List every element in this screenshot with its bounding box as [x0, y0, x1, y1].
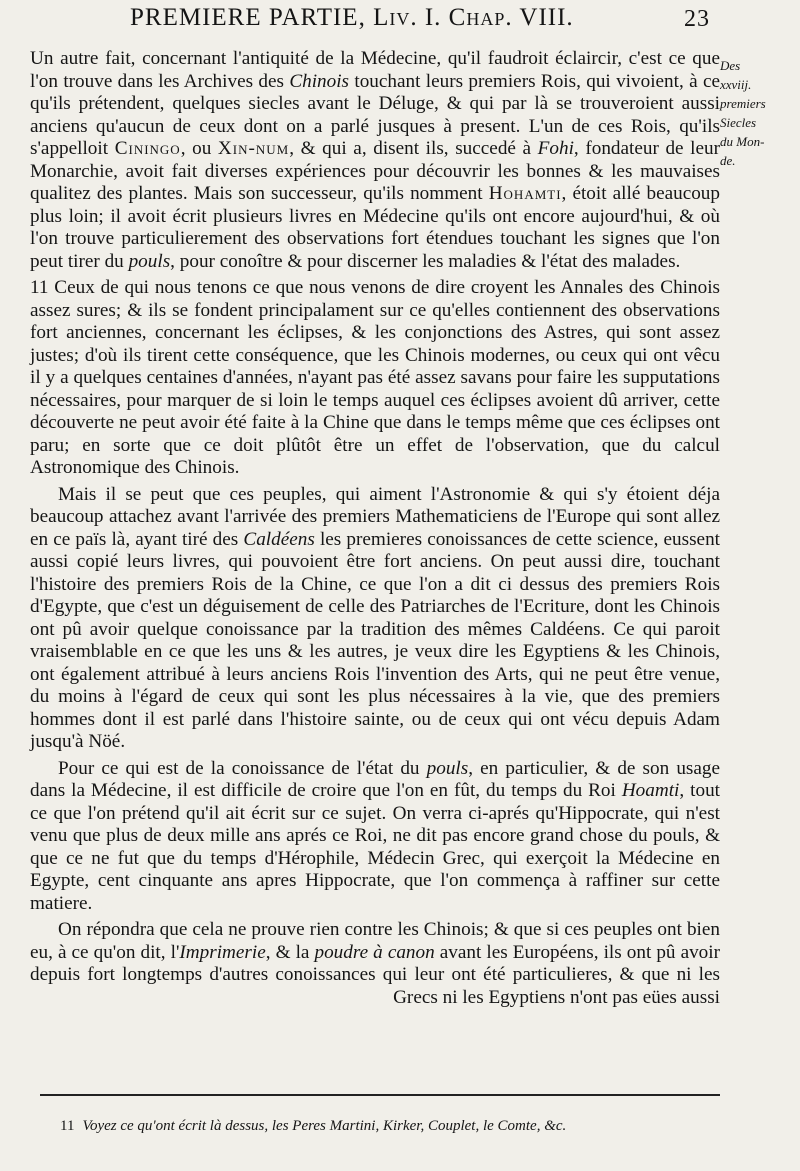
running-header	[130, 4, 730, 38]
footnote-text: Voyez ce qu'ont écrit là dessus, les Peres Martini, Kirker, Couplet, le Comte, &c.	[82, 1118, 567, 1134]
footnote-divider	[40, 1094, 720, 1096]
marginal-note: Siecles	[720, 115, 757, 130]
paragraph-5: On répondra que cela ne prouve rien contre les Chinois; & que si ces peuples ont bien eu, à ce qu'on dit, l'Imprimerie, & la poudre à canon avant les Européens, ils ont pû avoir depuis fort longtemps d'autres conoissances qui leur ont été particulieres, & que ni les Grecs ni les Egyptiens n'ont pas eües aussi	[30, 919, 720, 1008]
page-number: 23	[684, 6, 710, 32]
marginal-note: du Mon-	[720, 134, 765, 149]
chapter-label: Chap. VIII.	[448, 4, 574, 31]
book-label: Liv. I.	[373, 4, 442, 31]
footnote-reference: 11	[30, 277, 49, 298]
marginal-note: de.	[720, 153, 736, 168]
body-text	[30, 48, 720, 1009]
paragraph-3: Mais il se peut que ces peuples, qui aiment l'Astronomie & qui s'y étoient déja beaucoup attachez avant l'arrivée des premiers Mathematiciens de l'Europe qui sont allez en ce païs là, ayant tiré des Caldéens les premieres conoissances de cette science, eussent aussi copié leurs livres, qui pouvoient être fort anciens. On peut aussi dire, touchant l'histoire des premiers Rois de la Chine, ce que l'on a dit ci dessus des premiers Rois d'Egypte, que c'est un déguisement de celle des Patriarches de l'Ecriture, dont les Chinois ont pû avoir quelque conoissance par la tradition des mêmes Caldéens. Ce qui paroit vraisemblable en ce que les uns & les autres, je veux dire les Egyptiens & les Chinois, ont également attribué à leurs anciens Rois l'invention des Arts, qui ne peut être venue, du moins à l'égard de ceux qui sont les plus nécessaires à la vie, que des premiers hommes dont il est parlé dans l'histoire sainte, ou de ceux qui ont vécu depuis Adam jusqu'à Nöé.	[30, 483, 720, 752]
footnote	[60, 1118, 725, 1135]
catchword: aussi	[681, 986, 720, 1008]
paragraph-4: Pour ce qui est de la conoissance de l'état du pouls, en particulier, & de son usage dans la Médecine, il est difficile de croire que l'on en fût, du temps du Roi Hoamti, tout ce que l'on prétend qu'il ait écrit sur ce sujet. On verra ci-aprés qu'Hippocrate, qui n'est venu que plus de deux mille ans aprés ce Roi, ne dit pas encore grand chose du pouls, & que ce ne fut que du temps d'Hérophile, Médecin Grec, qui exerçoit la Médecine en Egypte, cent cinquante ans apres Hippocrate, que l'on commença à raffiner sur cette matiere.	[30, 757, 721, 914]
footnote-number: 11	[60, 1118, 75, 1134]
marginal-note: premiers	[720, 96, 766, 111]
running-title	[130, 4, 574, 32]
marginal-note: xxviij.	[720, 77, 752, 92]
paragraph-1: Un autre fait, concernant l'antiquité de la Médecine, qu'il faudroit éclaircir, c'est ce que l'on trouve dans les Archives des Chinois touchant leurs premiers Rois, qui vivoient, à ce qu'ils prétendent, quelques siecles avant le Déluge, & qui par là se trouveroient aussi anciens qu'aucun de ceux dont on a parlé jusques à present. L'un de ces Rois, qu'ils s'appelloit Ciningo, ou Xin-num, & qui a, disent ils, succedé à Fohi, fondateur de leur Monarchie, avoit fait diverses expériences pour découvrir les bonnes & les mauvaises qualitez des plantes. Mais son successeur, qu'ils nomment Hohamti, étoit allé beaucoup plus loin; il avoit écrit plusieurs livres en Médecine qu'ils ont encore aujourd'hui, & où l'on trouve particulierement des observations fort étendues touchant les signes que l'on peut tirer du pouls, pour conoître & pour discerner les maladies & l'état des malades.	[30, 48, 721, 272]
marginal-note: Des	[720, 58, 741, 73]
marginal-notes	[720, 56, 800, 170]
paragraph-2: 11 Ceux de qui nous tenons ce que nous venons de dire croyent les Annales des Chinois assez sures; & ils se fondent principalament sur ce qu'elles contiennent des observations fort anciennes, concernant les éclipses, & les conjonctions des Astres, qui sont assez justes; d'où ils tirent cette conséquence, que les Chinois modernes, ou ceux qui ont vêcu il y a quelques centaines d'années, n'ayant pas été assez savans pour faire les supputations nécessaires, pour marquer de si loin le temps auquel ces éclipses avoient dû arriver, cette découverte ne peut avoir été faite à la Chine que dans le temps même que ces éclipses ont paru; en sorte que ce doit plûtôt être un effet de l'observation, que du calcul Astronomique des Chinois.	[30, 277, 720, 478]
part-title: PREMIERE PARTIE,	[130, 4, 366, 31]
